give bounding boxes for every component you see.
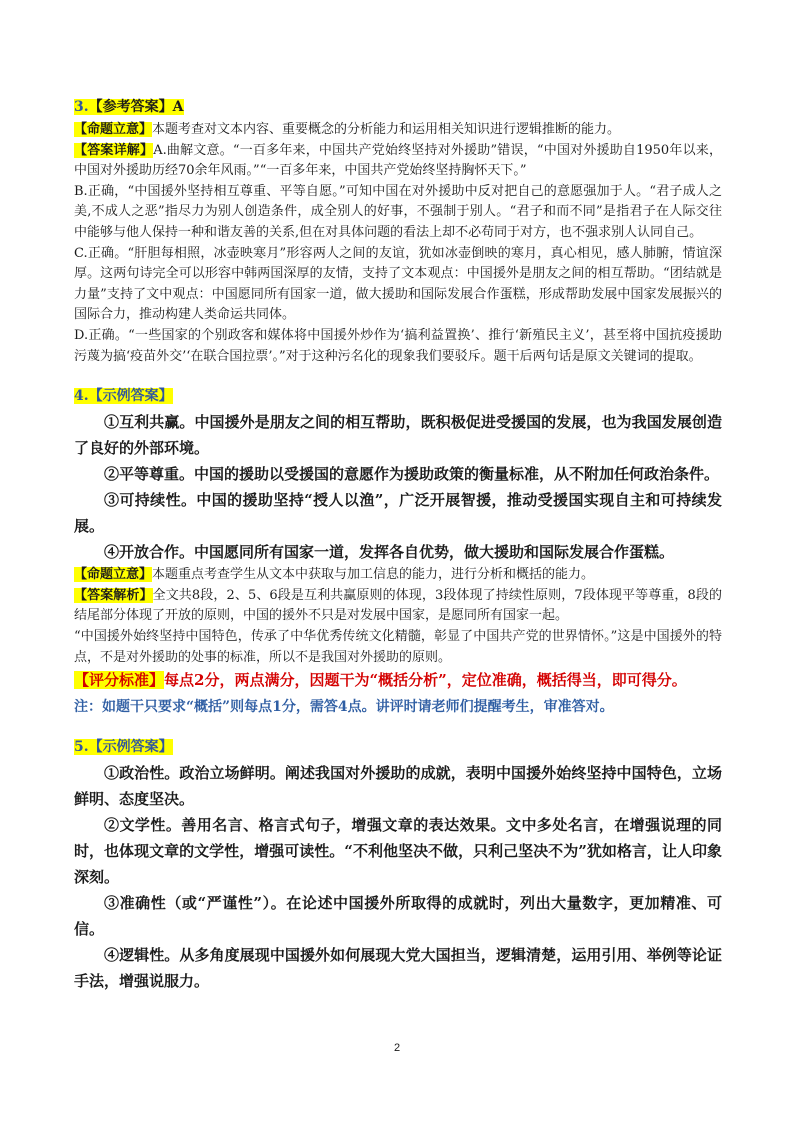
q4-note: 注：如题干只要求“概括”则每点1分，需答4点。讲评时请老师们提醒考生，审准答对。: [74, 699, 614, 716]
q3-option-d: D.正确。“一些国家的个别政客和媒体将中国援外炒作为‘搞利益置换’、推行‘新殖民主义’，甚至将中国抗疫援助污蔑为搞‘疫苗外交’‘在联合国拉票’。”对于这种污名化的现象我们要驳斥。题干后两句话是原文关键词的提取。: [74, 327, 722, 364]
q5-point-1: ①政治性。政治立场鲜明。阐述我国对外援助的成就，表明中国援外始终坚持中国特色，立场鲜明、态度坚决。: [74, 764, 722, 809]
q3-mingti: [74, 120, 722, 141]
page-content: [74, 96, 722, 994]
q3-option-b: B.正确，“中国援外坚持相互尊重、平等自愿。”可知中国在对外援助中反对把自己的意愿强加于人。“君子成人之美,不成人之恶”指尽力为别人创造条件，成全别人的好事，不强制于别人。“君子和而不同”是指君子在人际交往中能够与他人保持一种和谐友善的关系,但在对具体问题的看法上却不必苟同于对方，也不强求别人认同自己。: [74, 183, 722, 240]
q3-heading-label: 【参考答案】A: [88, 99, 184, 115]
q4-pingfen-text: 每点2分，两点满分，因题干为“概括分析”，定位准确，概括得当，即可得分。: [164, 671, 687, 690]
question-5: [74, 736, 722, 994]
q4-mingti-text: 本题重点考查学生从文本中获取与加工信息的能力，进行分析和概括的能力。: [152, 567, 595, 583]
q4-mingti: [74, 565, 722, 586]
q3-mingti-text: 本题考查对文本内容、重要概念的分析能力和运用相关知识进行逻辑推断的能力。: [152, 122, 621, 137]
q3-option-c: C.正确。“肝胆每相照，冰壶映寒月”形容两人之间的友谊，犹如冰壶倒映的寒月，真心相见，感人肺腑，情谊深厚。这两句诗完全可以形容中韩两国深厚的友情，支持了文本观点：中国援外是朋友之间的相互帮助。“团结就是力量”支持了文中观点：中国愿同所有国家一道，做大援助和国际发展合作蛋糕，形成帮助发展中国家发展振兴的国际合力，推动构建人类命运共同体。: [74, 245, 722, 323]
q5-point-3: ③准确性（或“严谨性”）。在论述中国援外所取得的成就时，列出大量数字，更加精准、可信。: [74, 894, 722, 939]
q4-jiexi-label: 【答案解析】: [74, 587, 153, 603]
q3-daan-label: 【答案详解】: [74, 142, 154, 158]
q5-heading: [74, 736, 722, 758]
q4-jiexi-text: 全文共8段，2、5、6段是互利共赢原则的体现，3段体现了持续性原则，7段体现平等尊重，8段的结尾部分体现了开放的原则，中国的援外不只是对发展中国家，是愿同所有国家一起。: [74, 587, 722, 624]
q4-mingti-label: 【命题立意】: [74, 567, 153, 583]
q3-heading-num: 3.: [74, 99, 89, 115]
q4-point-1: ①互利共赢。中国援外是朋友之间的相互帮助，既积极促进受援国的发展，也为我国发展创造了良好的外部环境。: [74, 413, 722, 458]
question-4: [74, 385, 722, 718]
q3-heading: [74, 96, 722, 118]
q4-point-2: ②平等尊重。中国的援助以受援国的意愿作为援助政策的衡量标准，从不附加任何政治条件。: [104, 465, 720, 484]
q4-heading-label: 【示例答案】: [88, 388, 173, 405]
q3-option-a: A.曲解文意。“一百多年来，中国共产党始终坚持对外援助”错误，“中国对外援助自1950年以来，中国对外援助历经70余年风雨。”“一百多年来，中国共产党始终坚持胸怀天下。”: [74, 142, 722, 179]
q3-mingti-label: 【命题立意】: [74, 122, 153, 137]
q4-heading-num: 4.: [74, 388, 89, 405]
q4-pingfen: [74, 668, 722, 693]
q4-heading: [74, 385, 722, 407]
q4-jiexi: [74, 586, 722, 627]
q5-heading-num: 5.: [74, 739, 89, 756]
q4-extra: “中国援外始终坚持中国特色，传承了中华优秀传统文化精髓，彰显了中国共产党的世界情怀。”这是中国援外的特点，不是对外援助的处事的标准，所以不是我国对外援助的原则。: [74, 628, 722, 665]
q4-point-3: ③可持续性。中国的援助坚持“授人以渔”，广泛开展智援，推动受援国实现自主和可持续发展。: [74, 491, 722, 536]
q4-point-4: ④开放合作。中国愿同所有国家一道，发挥各自优势，做大援助和国际发展合作蛋糕。: [104, 543, 675, 562]
q3-daan: [74, 141, 722, 182]
q5-point-4: ④逻辑性。从多角度展现中国援外如何展现大党大国担当，逻辑清楚，运用引用、举例等论证手法，增强说服力。: [74, 946, 722, 991]
q4-pingfen-label: 【评分标准】: [74, 671, 165, 690]
q5-heading-label: 【示例答案】: [88, 739, 173, 756]
q5-point-2: ②文学性。善用名言、格言式句子，增强文章的表达效果。文中多处名言，在增强说理的同时，也体现文章的文学性，增强可读性。“不利他坚决不做，只利己坚决不为”犹如格言，让人印象深刻。: [74, 816, 722, 887]
question-3: [74, 96, 722, 367]
page-number: 2: [393, 1042, 401, 1054]
